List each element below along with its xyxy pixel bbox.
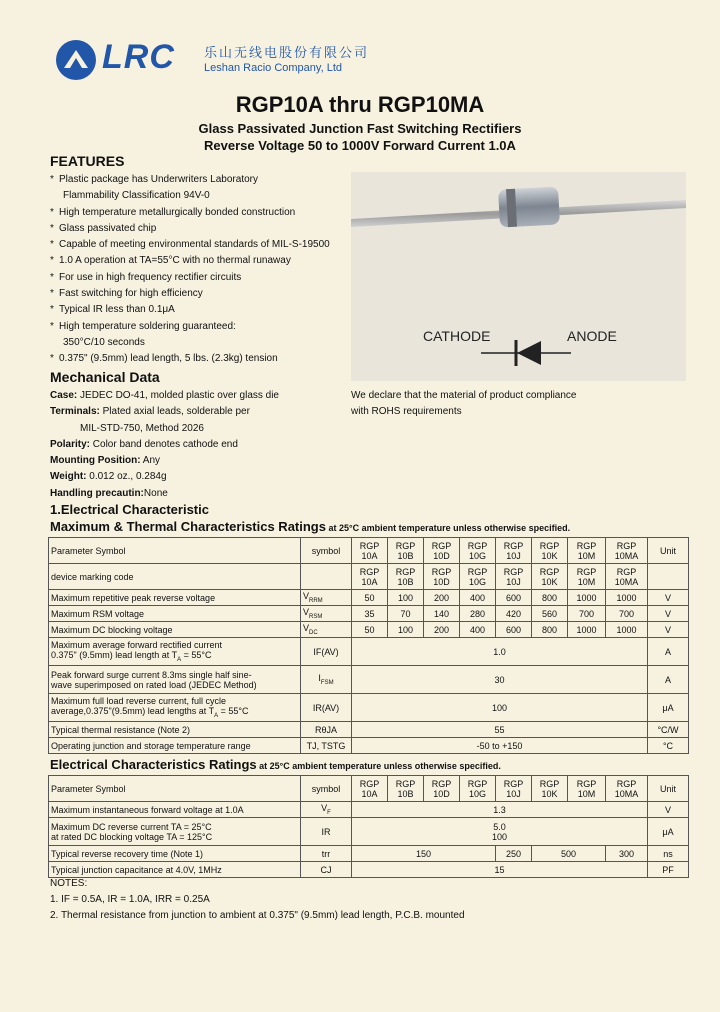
value-cell: 1000 [606, 590, 648, 606]
header-symbol: symbol [301, 776, 352, 802]
value-cell: 420 [496, 606, 532, 622]
weight-value: 0.012 oz., 0.284g [86, 471, 167, 483]
part-cell: RGP 10B [388, 776, 424, 802]
symbol-cell: IF(AV) [301, 638, 352, 666]
table1-note: at 25°C ambient temperature unless otherwise specified. [325, 523, 571, 533]
unit-cell: μA [648, 818, 689, 846]
mechanical-heading: Mechanical Data [50, 369, 160, 385]
part-cell: RGP 10A [352, 538, 388, 564]
terminals-value: Plated axial leads, solderable per [99, 406, 250, 418]
param-cell: Maximum average forward rectified current 0.375" (9.5mm) lead length at $T_A = 55^\circ C$ [49, 638, 301, 666]
value-cell: 100 [352, 694, 648, 722]
table2-title [50, 757, 501, 772]
table-row [49, 638, 689, 666]
value-cell: -50 to +150 [352, 738, 648, 754]
header-param: Parameter Symbol [49, 776, 301, 802]
value-cell: 50 [352, 590, 388, 606]
subtitle-2: Reverse Voltage 50 to 1000V Forward Current 1.0A [204, 138, 516, 153]
table-row [49, 846, 689, 862]
symbol-cell: trr [301, 846, 352, 862]
feature-item: * High temperature metallurgically bonded construction [50, 205, 350, 221]
rohs-line: We declare that the material of product compliance [351, 390, 577, 401]
company-name-cn: 乐山无线电股份有限公司 [204, 45, 370, 60]
unit-cell: °C/W [648, 722, 689, 738]
logo-text: LRC [102, 38, 175, 76]
value-cell: 50 [352, 622, 388, 638]
param-cell: Maximum RSM voltage [49, 606, 301, 622]
table-header-row [49, 538, 689, 564]
value-cell: 70 [388, 606, 424, 622]
part-cell: RGP 10A [352, 564, 388, 590]
notes [50, 876, 465, 924]
part-cell: RGP 10K [532, 776, 568, 802]
param-cell: Operating junction and storage temperature range [49, 738, 301, 754]
header-unit: Unit [648, 776, 689, 802]
value-cell: 5.0 100 [352, 818, 648, 846]
value-cell: 1.3 [352, 802, 648, 818]
table-row [49, 722, 689, 738]
value-cell: 800 [532, 622, 568, 638]
value-cell: 700 [568, 606, 606, 622]
param-cell: Maximum DC reverse current TA = 25°C at rated DC blocking voltage TA = 125°C [49, 818, 301, 846]
table1-title [50, 519, 570, 534]
case-label: Case: [50, 390, 78, 401]
value-cell: 280 [460, 606, 496, 622]
unit-cell: PF [648, 862, 689, 878]
symbol-cell: IR(AV) [301, 694, 352, 722]
subtitle-1: Glass Passivated Junction Fast Switching Rectifiers [198, 121, 522, 136]
header-param: Parameter Symbol [49, 538, 301, 564]
symbol-cell: $V_{RSM}$ [301, 606, 352, 622]
feature-item: * High temperature soldering guaranteed: [50, 319, 350, 335]
part-cell: RGP 10MA [606, 538, 648, 564]
table-row [49, 694, 689, 722]
header-unit: Unit [648, 538, 689, 564]
symbol-cell: TJ, TSTG [301, 738, 352, 754]
cathode-label: CATHODE [423, 328, 491, 344]
symbol-cell: $V_{DC}$ [301, 622, 352, 638]
value-cell: 800 [532, 590, 568, 606]
value-cell: 1.0 [352, 638, 648, 666]
part-cell: RGP 10G [460, 776, 496, 802]
value-cell: 700 [606, 606, 648, 622]
anode-label: ANODE [567, 328, 617, 344]
value-cell: 1000 [568, 622, 606, 638]
part-cell: RGP 10J [496, 538, 532, 564]
value-cell: 400 [460, 590, 496, 606]
table2-title-text: Electrical Characteristics Ratings [50, 757, 257, 772]
value-cell: 300 [606, 846, 648, 862]
unit-cell: V [648, 622, 689, 638]
feature-item: * Capable of meeting environmental standards of MIL-S-19500 [50, 237, 350, 253]
value-cell: 150 [352, 846, 496, 862]
mounting-label: Mounting Position: [50, 455, 141, 467]
table-row [49, 666, 689, 694]
header-symbol: symbol [301, 538, 352, 564]
part-cell: RGP 10D [424, 564, 460, 590]
table-row [49, 622, 689, 638]
unit-cell: °C [648, 738, 689, 754]
value-cell: 15 [352, 862, 648, 878]
value-cell: 560 [532, 606, 568, 622]
feature-item: * Plastic package has Underwriters Laboratory [50, 172, 350, 188]
notes-heading: NOTES: [50, 878, 88, 889]
value-cell: 140 [424, 606, 460, 622]
unit-cell: μA [648, 694, 689, 722]
value-cell: 1000 [568, 590, 606, 606]
part-cell: RGP 10G [460, 564, 496, 590]
table2-note: at 25°C ambient temperature unless otherwise specified. [256, 761, 501, 771]
header-logo [56, 38, 370, 84]
symbol-cell: IR [301, 818, 352, 846]
value-cell: 30 [352, 666, 648, 694]
value-cell: 1000 [606, 622, 648, 638]
features-heading: FEATURES [50, 153, 125, 169]
polarity-label: Polarity: [50, 438, 91, 450]
case-value: JEDEC DO-41, molded plastic over glass die [77, 390, 279, 401]
feature-item: * 0.375" (9.5mm) lead length, 5 lbs. (2.3kg) tension [50, 351, 350, 367]
param-cell: Maximum repetitive peak reverse voltage [49, 590, 301, 606]
symbol-cell: $I_{FSM}$ [301, 666, 352, 694]
part-cell: RGP 10M [568, 776, 606, 802]
table-row [49, 590, 689, 606]
table-row [49, 802, 689, 818]
note-item: 2. Thermal resistance from junction to ambient at 0.375" (9.5mm) lead length, P.C.B. mounted [50, 910, 465, 921]
part-cell: RGP 10MA [606, 776, 648, 802]
param-cell: Typical thermal resistance (Note 2) [49, 722, 301, 738]
param-cell: Maximum DC blocking voltage [49, 622, 301, 638]
table-header-row [49, 776, 689, 802]
unit-cell: A [648, 666, 689, 694]
value-cell: 55 [352, 722, 648, 738]
unit-cell: V [648, 590, 689, 606]
part-cell: RGP 10J [496, 776, 532, 802]
value-cell: 500 [532, 846, 606, 862]
features-list [50, 172, 350, 368]
feature-item: * Fast switching for high efficiency [50, 286, 350, 302]
value-cell: 400 [460, 622, 496, 638]
unit-cell: ns [648, 846, 689, 862]
value-cell: 600 [496, 622, 532, 638]
part-cell: RGP 10G [460, 538, 496, 564]
max-ratings-table [48, 537, 689, 754]
part-cell: RGP 10MA [606, 564, 648, 590]
handling-value: None [143, 487, 168, 499]
value-cell: 35 [352, 606, 388, 622]
diode-symbol-icon [481, 335, 571, 371]
rohs-statement [351, 388, 577, 420]
param-cell: Maximum full load reverse current, full cycle average,0.375"(9.5mm) lead lengths at $T_A = 55^\circ C$ [49, 694, 301, 722]
unit-cell: V [648, 802, 689, 818]
part-cell: RGP 10B [388, 538, 424, 564]
rohs-line: with ROHS requirements [351, 406, 462, 417]
unit-cell: A [648, 638, 689, 666]
part-cell: RGP 10K [532, 564, 568, 590]
company-name-en: Leshan Racio Company, Ltd [204, 62, 342, 74]
electrical-table [48, 775, 689, 878]
polarity-value: Color band denotes cathode end [90, 438, 238, 450]
table1-title-text: Maximum & Thermal Characteristics Ratings [50, 519, 326, 534]
note-item: 1. IF = 0.5A, IR = 1.0A, IRR = 0.25A [50, 894, 210, 905]
param-cell: Peak forward surge current 8.3ms single half sine- wave superimposed on rated load (JEDEC Method) [49, 666, 301, 694]
value-cell: 600 [496, 590, 532, 606]
terminals-label: Terminals: [50, 406, 100, 418]
value-cell: 100 [388, 622, 424, 638]
table-row [49, 738, 689, 754]
symbol-cell: RθJA [301, 722, 352, 738]
part-cell: RGP 10J [496, 564, 532, 590]
table-row [49, 564, 689, 590]
product-photo [351, 172, 686, 381]
value-cell: 250 [496, 846, 532, 862]
page-title: RGP10A thru RGP10MA [235, 92, 485, 117]
part-cell: RGP 10M [568, 564, 606, 590]
value-cell: 200 [424, 590, 460, 606]
feature-continuation: Flammability Classification 94V-0 [63, 190, 210, 202]
weight-label: Weight: [50, 471, 87, 483]
feature-continuation: 350°C/10 seconds [63, 336, 145, 348]
logo-emblem-icon [56, 40, 96, 80]
param-cell: Maximum instantaneous forward voltage at 1.0A [49, 802, 301, 818]
table-row [49, 818, 689, 846]
handling-label: Handling precautin: [50, 487, 144, 499]
value-cell: 200 [424, 622, 460, 638]
value-cell: 100 [388, 590, 424, 606]
part-cell: RGP 10D [424, 776, 460, 802]
part-cell: RGP 10B [388, 564, 424, 590]
mounting-value: Any [140, 455, 161, 467]
part-cell: RGP 10K [532, 538, 568, 564]
terminals-value-2: MIL-STD-750, Method 2026 [80, 422, 204, 434]
part-cell: RGP 10M [568, 538, 606, 564]
marking-label: device marking code [49, 564, 301, 590]
part-cell: RGP 10A [352, 776, 388, 802]
symbol-cell: $V_{RRM}$ [301, 590, 352, 606]
mechanical-data [50, 388, 350, 502]
param-cell: Typical junction capacitance at 4.0V, 1MHz [49, 862, 301, 878]
unit-cell: V [648, 606, 689, 622]
feature-item: * Typical IR less than 0.1μA [50, 302, 350, 318]
part-cell: RGP 10D [424, 538, 460, 564]
symbol-cell: CJ [301, 862, 352, 878]
symbol-cell: $V_F$ [301, 802, 352, 818]
feature-item: * For use in high frequency rectifier circuits [50, 270, 350, 286]
section-heading: 1.Electrical Characteristic [50, 502, 209, 517]
param-cell: Typical reverse recovery time (Note 1) [49, 846, 301, 862]
table-row [49, 606, 689, 622]
feature-item: * Glass passivated chip [50, 221, 350, 237]
feature-item: * 1.0 A operation at TA=55°C with no thermal runaway [50, 253, 350, 269]
